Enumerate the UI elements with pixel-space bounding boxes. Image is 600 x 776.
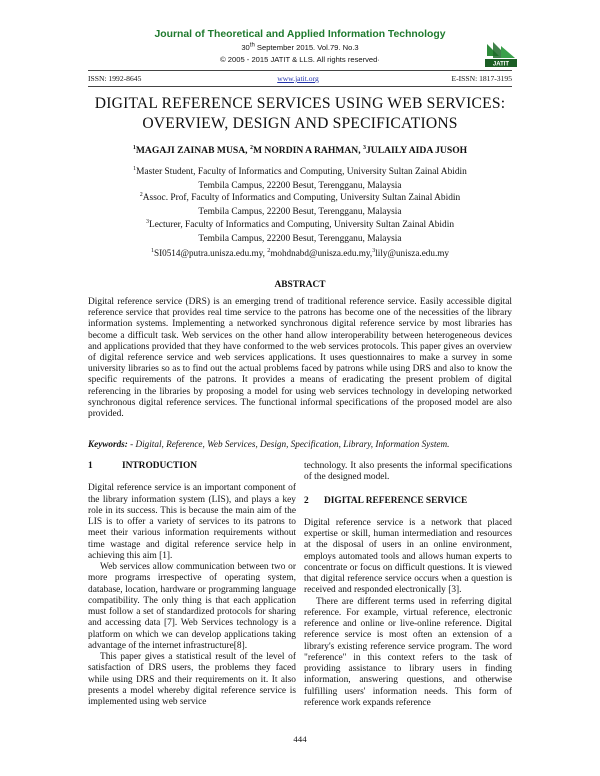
paragraph: Web services allow communication between two or more programs irrespective of operating system, database, location, hardware or programming language compatibility. The only thing is that each application must follow a set of standardized protocols for sharing and accessing data [7]. Web Services technology is a platform on which we can develop applications taking advantage of the internet infrastructure[8]. — [88, 562, 296, 651]
journal-title: Journal of Theoretical and Applied Information Technology — [154, 29, 446, 40]
paragraph: technology. It also presents the informal specifications of the designed model. — [304, 461, 512, 483]
header-rule-top — [88, 70, 512, 71]
keywords — [88, 439, 512, 449]
section-heading-digital-reference-service: 2 DIGITAL REFERENCE SERVICE — [304, 495, 468, 506]
section-heading-introduction: 1 INTRODUCTION — [88, 461, 198, 471]
journal-url-link[interactable]: www.jatit.org — [277, 74, 319, 83]
paper-title-line-2: OVERVIEW, DESIGN AND SPECIFICATIONS — [142, 115, 458, 132]
keywords-text: - Digital, Reference, Web Services, Design, Specification, Library, Information System. — [130, 439, 450, 449]
jatit-logo-icon — [481, 40, 521, 68]
eissn: E-ISSN: 1817-3195 — [451, 74, 512, 83]
author-name: JULAILY AIDA JUSOH — [366, 145, 468, 156]
author-name: MAGAJI ZAINAB MUSA, — [135, 145, 250, 156]
abstract-heading: ABSTRACT — [274, 280, 326, 290]
email-link: SI0514@putra.unisza.edu.my, — [153, 248, 268, 258]
affiliation-2: $^2$Assoc. Prof, Faculty of Informatics and Computing, University Sultan Zainal Abidin Tembila Campus, 22200 Besut, Terengganu, Malaysia — [139, 191, 461, 217]
affiliation-1: $^1$Master Student, Faculty of Informatics and Computing, University Sultan Zainal Abidin Tembila Campus, 22200 Besut, Terengganu, Malaysia — [133, 165, 467, 191]
author-emails: $^1$SI0514@putra.unisza.edu.my, $^2$mohdnabd@unisza.edu.my,$^3$lily@unisza.edu.my — [150, 247, 450, 258]
logo-text: JATIT — [492, 61, 510, 68]
author-name: M NORDIN A RAHMAN, — [252, 145, 363, 156]
paragraph: Digital reference service is a network that placed expertise or skill, human intermediation and resources at the disposal of users in an online environment, employs automated tools and allows human experts to concentrate or focus on difficult questions. It is viewed that digital reference service occurs when a question is received and responded electronically [3]. — [304, 517, 512, 596]
keywords-label: Keywords: — [88, 439, 131, 449]
issn: ISSN: 1992-8645 — [88, 74, 142, 83]
left-column — [88, 461, 296, 708]
author-list: $^1$MAGAJI ZAINAB MUSA, $^2$M NORDIN A RAHMAN, $^3$JULAILY AIDA JUSOH — [132, 144, 468, 156]
affiliation-3: $^3$Lecturer, Faculty of Informatics and Computing, University Sultan Zainal Abidin Tembila Campus, 22200 Besut, Terengganu, Malaysia — [145, 218, 455, 244]
paper-title — [60, 94, 540, 134]
abstract-body: Digital reference service (DRS) is an emerging trend of traditional reference service. Easily accessible digital reference service that provides real time service to the patrons has become one of the necessities of the library information systems. Implementing a networked synchronous digital reference service by most libraries has become a difficult task. Web services on the other hand allow interoperability between heterogeneous devices and applications provided that they have conformed to the web services protocols. This paper gives an overview of digital reference service and web services applications. It uses questionnaires to make a survey in some university libraries so as to find out the actual problems faced by patrons while using DRS and also to know the specific requirements of the patrons. It provides a means of eradicating the present problem of digital referencing in the libraries by proposing a model for using web services technology in developing networked synchronous digital reference services. The functional informal specifications of the proposed model are also provided. — [88, 297, 512, 420]
email-link: mohdnabd@unisza.edu.my, — [270, 248, 373, 258]
copyright-notice: © 2005 - 2015 JATIT & LLS. All rights reserved· — [220, 55, 380, 64]
page-number: 444 — [293, 734, 307, 744]
header-rule-bottom — [88, 86, 512, 87]
right-column — [304, 461, 512, 709]
paper-title-line-1: DIGITAL REFERENCE SERVICES USING WEB SERVICES: — [94, 95, 506, 112]
email-link: lily@unisza.edu.my — [375, 248, 450, 258]
paragraph: This paper gives a statistical result of the level of satisfaction of DRS users, the problems they faced while using DRS and their requirements on it. It also presents a model whereby digital reference service is implemented using web service — [88, 652, 296, 707]
paragraph: Digital reference service is an important component of the library information system (LIS), and plays a key role in its success. This is because the main aim of the LIS is to offer a variety of services to its patrons to meet their various information requirements without time wastage and digital reference service help in achieving this aim [1]. — [88, 483, 296, 561]
issue-date: 30th September 2015. Vol.79. No.3 — [241, 42, 359, 52]
paragraph: There are different terms used in referring digital reference. For example, virtual reference, electronic reference and online or live-online reference. Digital reference service is most often an extension of a library's existing reference service program. The word "reference" in this context refers to the task of providing assistance to library users in finding information, answering questions, and otherwise fulfilling users' information needs. This form of reference work expands reference — [304, 596, 512, 708]
